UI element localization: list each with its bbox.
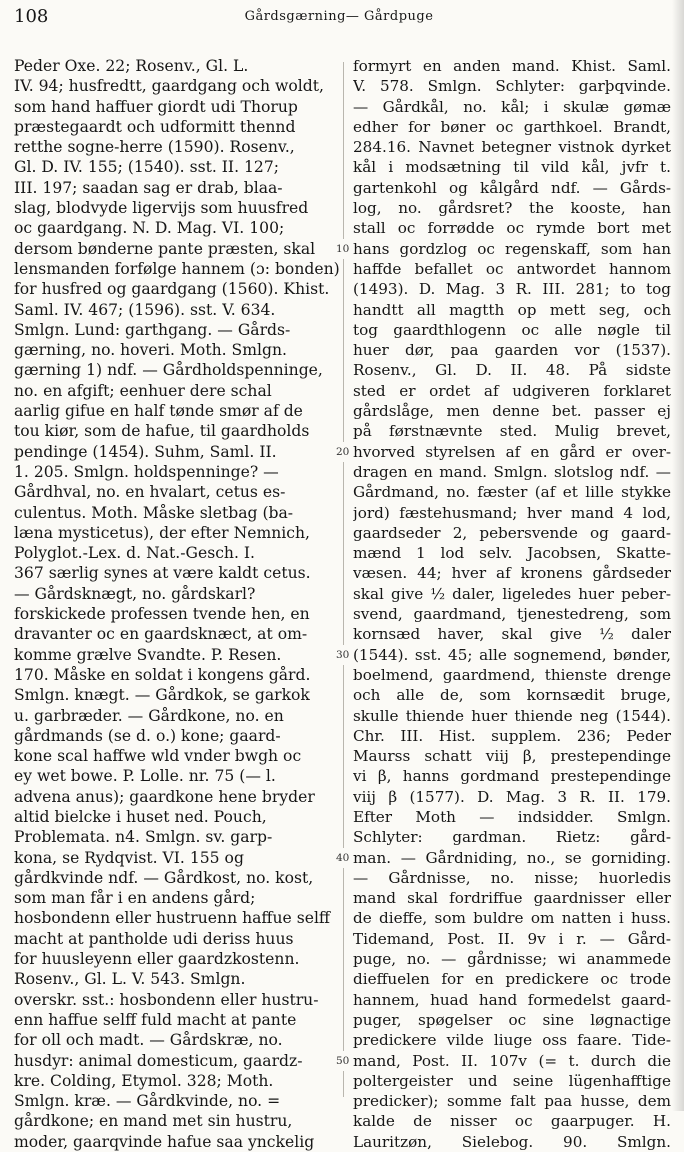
text-line: svend, gaardmand, tjenestedreng, som xyxy=(353,605,671,624)
text-line: kornsæd haver, skal give ½ daler xyxy=(353,625,671,644)
text-line: 367 særlig synes at være kaldt cetus. xyxy=(14,564,311,583)
text-line: gærning 1) ndf. — Gårdholdspenninge, xyxy=(14,361,323,380)
text-line: kona, se Rydqvist. VI. 155 og xyxy=(14,848,244,867)
text-line: skulle thiende huer thiende neg (1544). xyxy=(353,706,671,725)
text-line: tou kiør, som de hafue, til gaardholds xyxy=(14,422,310,441)
text-line: overskr. sst.: hosbondenn eller hustru- xyxy=(14,990,319,1009)
text-line: dravanter oc en gaardsknæct, at om- xyxy=(14,625,308,644)
text-line: advena anus); gaardkone hene bryder xyxy=(14,787,315,806)
text-line: puge, no. — gårdnisse; wi anammede xyxy=(353,950,671,969)
text-line: kalde de nisser oc gaarpuger. H. xyxy=(353,1112,671,1131)
text-line: mand, Post. II. 107v (= t. durch die xyxy=(353,1051,671,1070)
text-line: på førstnævnte sted. Mulig brevet, xyxy=(353,422,671,441)
text-line: Smlgn. Lund: garthgang. — Gårds- xyxy=(14,320,291,339)
text-line: gårdkone; en mand met sin hustru, xyxy=(14,1112,293,1131)
left-column xyxy=(14,56,340,1152)
text-line: ey wet bowe. P. Lolle. nr. 75 (— l. xyxy=(14,767,276,786)
text-line: puger, spøgelser oc sine løgnactige xyxy=(353,1010,671,1029)
text-line: altid bielcke i huset ned. Pouch, xyxy=(14,807,267,826)
line-number: 30 xyxy=(336,645,350,665)
text-line: — Gårdkål, no. kål; i skulæ gømæ xyxy=(353,97,671,116)
text-line: no. en afgift; eenhuer dere schal xyxy=(14,381,272,400)
text-line: och alle de, som kornsædit bruge, xyxy=(353,686,671,705)
line-number: 10 xyxy=(336,239,350,259)
running-head: Gårdsgærning— Gårdpuge xyxy=(244,9,434,24)
text-line: skal give ½ daler, ligeledes huer peber- xyxy=(353,584,671,603)
text-line: hannem, huad hand formedelst gaard- xyxy=(353,990,671,1009)
text-line: de dieffe, som buldre om natten i huss. xyxy=(353,909,671,928)
text-line: Lauritzøn, Sielebog. 90. Smlgn. xyxy=(353,1132,671,1151)
column-divider xyxy=(343,62,344,1097)
text-line: hosbondenn eller hustruenn haffue selff xyxy=(14,909,331,928)
text-line: kre. Colding, Etymol. 328; Moth. xyxy=(14,1071,274,1090)
text-line: som man får i en andens gård; xyxy=(14,889,256,908)
line-number: 50 xyxy=(336,1051,350,1071)
text-line: predicker); somme falt paa husse, dem xyxy=(353,1092,671,1111)
text-line: Rosenv., Gl. L. V. 543. Smlgn. xyxy=(14,970,246,989)
text-line: jord) fæstehusmand; hver mand 4 lod, xyxy=(353,503,671,522)
text-line: Schlyter: gardman. Rietz: gård- xyxy=(353,828,671,847)
text-line: komme grælve Svandte. P. Resen. xyxy=(14,645,282,664)
page-edge-shadow xyxy=(672,0,684,1111)
text-line: gårdslåge, men denne bet. passer ej xyxy=(353,402,671,421)
text-line: 284.16. Navnet betegner vistnok dyrket xyxy=(353,138,671,157)
text-line: huer dør, paa gaarden vor (1537). xyxy=(353,341,671,360)
text-line: forskickede professen tvende hen, en xyxy=(14,605,310,624)
text-line: Saml. IV. 467; (1596). sst. V. 634. xyxy=(14,300,276,319)
text-line: gårdkvinde ndf. — Gårdkost, no. kost, xyxy=(14,868,314,887)
text-line: predickere vilde liuge oss faare. Tide- xyxy=(353,1031,671,1050)
text-line: kål i modsætning til vild kål, jvfr t. xyxy=(353,158,671,177)
text-line: III. 197; saadan sag er drab, blaa- xyxy=(14,178,283,197)
text-line: hans gordzlog oc regenskaff, som han xyxy=(353,239,671,258)
text-line: 1. 205. Smlgn. holdspenninge? — xyxy=(14,462,279,481)
text-line: sted er ordet af udgiveren forklaret xyxy=(353,381,671,400)
text-line: præstegaardt och udformitt thennd xyxy=(14,117,296,136)
text-line: Chr. III. Hist. supplem. 236; Peder xyxy=(353,726,671,745)
text-line: væsen. 44; hver af kronens gårdseder xyxy=(353,564,671,583)
text-line: man. — Gårdniding, no., se gorniding. xyxy=(353,848,671,867)
text-line: Polyglot.-Lex. d. Nat.-Gesch. I. xyxy=(14,544,256,563)
text-line: kone scal haffwe wld vnder bwgh oc xyxy=(14,747,302,766)
text-line: husdyr: animal domesticum, gaardz- xyxy=(14,1051,303,1070)
text-line: dieffuelen for en predickere oc trode xyxy=(353,970,671,989)
page-header xyxy=(14,6,664,28)
text-line: log, no. gårdsret? the kooste, han xyxy=(353,199,671,218)
text-line: Smlgn. knægt. — Gårdkok, se garkok xyxy=(14,686,310,705)
text-line: (1493). D. Mag. 3 R. III. 281; to tog xyxy=(353,280,671,299)
text-line: Problemata. n4. Smlgn. sv. garp- xyxy=(14,828,273,847)
text-line: moder, gaarqvinde hafue saa ynckelig xyxy=(14,1132,315,1151)
text-line: enn haffue selff fuld macht at pante xyxy=(14,1010,297,1029)
text-line: aarlig gifue en half tønde smør af de xyxy=(14,402,303,421)
text-line: gærning, no. hoveri. Moth. Smlgn. xyxy=(14,341,287,360)
text-line: pendinge (1454). Suhm, Saml. II. xyxy=(14,442,277,461)
text-line: — Gårdnisse, no. nisse; huorledis xyxy=(353,868,671,887)
text-line: Rosenv., Gl. D. II. 48. På sidste xyxy=(353,361,671,380)
text-line: lensmanden forfølge hannem (ɔ: bonden) xyxy=(14,259,340,278)
text-line: som hand haffuer giordt udi Thorup xyxy=(14,97,298,116)
text-line: viij β (1577). D. Mag. 3 R. II. 179. xyxy=(353,787,671,806)
text-line: — Gårdsknægt, no. gårdskarl? xyxy=(14,584,256,603)
text-line: Gl. D. IV. 155; (1540). sst. II. 127; xyxy=(14,158,280,177)
text-line: læna mysticetus), der efter Nemnich, xyxy=(14,523,311,542)
text-line: Efter Moth — indsidder. Smlgn. xyxy=(353,807,671,826)
text-line: Maurss schatt viij β, prestependinge xyxy=(353,747,671,766)
text-line: retthe sogne-herre (1590). Rosenv., xyxy=(14,138,295,157)
text-line: for oll och madt. — Gårdskræ, no. xyxy=(14,1031,283,1050)
text-line: boelmend, gaardmend, thienste drenge xyxy=(353,665,671,684)
text-line: V. 578. Smlgn. Schlyter: garþqvinde. xyxy=(353,77,671,96)
text-line: culentus. Moth. Måske sletbag (ba- xyxy=(14,503,294,522)
text-line: 170. Måske en soldat i kongens gård. xyxy=(14,665,311,684)
page-number: 108 xyxy=(14,6,49,27)
text-line: u. garbræder. — Gårdkone, no. en xyxy=(14,706,284,725)
text-line: oc gaardgang. N. D. Mag. VI. 100; xyxy=(14,219,285,238)
text-line: (1544). sst. 45; alle sognemend, bønder, xyxy=(353,645,671,664)
text-line: Gårdhval, no. en hvalart, cetus es- xyxy=(14,483,286,502)
text-line: handtt all magtth op mett seg, och xyxy=(353,300,671,319)
text-line: for husfred og gaardgang (1560). Khist. xyxy=(14,280,330,299)
text-line: Tidemand, Post. II. 9v i r. — Gård- xyxy=(353,929,671,948)
text-line: tog gaardthlogenn oc alle nøgle til xyxy=(353,320,671,339)
text-line: IV. 94; husfredtt, gaardgang och woldt, xyxy=(14,77,324,96)
text-line: hvorved styrelsen af en gård er over- xyxy=(353,442,671,461)
text-line: haffde befallet oc antwordet hannom xyxy=(353,259,671,278)
text-line: gartenkohl og kålgård ndf. — Gårds- xyxy=(353,178,671,197)
text-line: poltergeister und seine lügenhafftige xyxy=(353,1071,671,1090)
text-line: dersom bønderne pante præsten, skal xyxy=(14,239,316,258)
line-number: 40 xyxy=(336,848,350,868)
right-column xyxy=(353,56,671,1152)
text-line: stall oc forrødde oc rymde bort met xyxy=(353,219,671,238)
text-line: formyrt en anden mand. Khist. Saml. xyxy=(353,57,671,75)
text-line: slag, blodvyde ligervijs som huusfred xyxy=(14,199,309,218)
text-line: gårdmands (se d. o.) kone; gaard- xyxy=(14,726,281,745)
text-line: for huusleyenn eller gaardzkostenn. xyxy=(14,950,300,969)
text-line: Gårdmand, no. fæster (af et lille stykke xyxy=(353,483,671,502)
text-line: edher for bøner oc garthkoel. Brandt, xyxy=(353,117,671,136)
line-number: 20 xyxy=(336,442,350,462)
text-line: mand skal fordriffue gaardnisser eller xyxy=(353,889,671,908)
text-line: Smlgn. kræ. — Gårdkvinde, no. = xyxy=(14,1092,281,1111)
text-line: vi β, hanns gordmand prestependinge xyxy=(353,767,671,786)
text-line: dragen en mand. Smlgn. slotslog ndf. — xyxy=(353,462,671,481)
text-line: macht at pantholde udi deriss huus xyxy=(14,929,294,948)
text-line: Peder Oxe. 22; Rosenv., Gl. L. xyxy=(14,57,249,75)
text-line: mænd 1 lod selv. Jacobsen, Skatte- xyxy=(353,544,671,563)
text-line: gaardseder 2, pebersvende og gaard- xyxy=(353,523,671,542)
